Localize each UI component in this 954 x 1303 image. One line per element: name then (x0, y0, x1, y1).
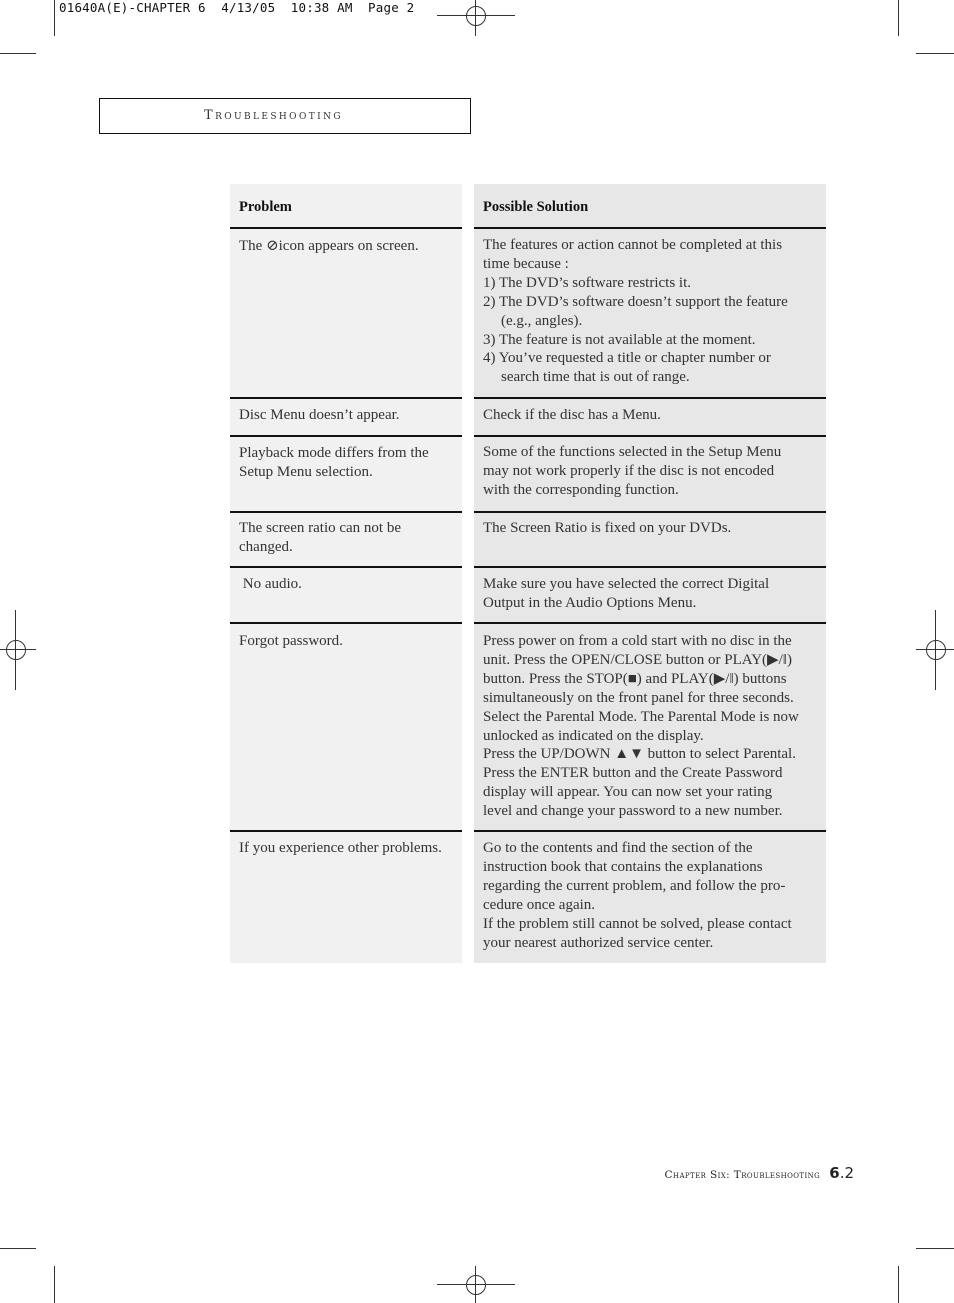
row-divider (474, 830, 826, 832)
solution-text: 2) The DVD’s software doesn’t support the feature (483, 293, 788, 310)
solution-text: Make sure you have selected the correct Digital (483, 576, 770, 592)
solution-text: 3) The feature is not available at the moment. (483, 331, 756, 348)
problem-cell (239, 406, 463, 425)
row-divider (230, 511, 462, 513)
crop-mark (54, 0, 55, 36)
solution-cell (483, 519, 828, 538)
solution-cell (483, 236, 828, 387)
crop-mark (898, 1266, 899, 1303)
row-divider (474, 566, 826, 568)
solution-cell (483, 575, 828, 613)
solution-text: Go to the contents and find the section of the (483, 840, 753, 856)
row-divider (230, 435, 462, 437)
solution-text: instruction book that contains the explanations (483, 858, 763, 875)
page-number (829, 1164, 854, 1182)
solution-text: 1) The DVD’s software restricts it. (483, 274, 692, 291)
solution-text: level and change your password to a new number. (483, 803, 783, 820)
solution-cell (483, 632, 828, 821)
solution-text: regarding the current problem, and follow the pro- (483, 877, 786, 894)
registration-mark-right (916, 610, 954, 690)
crop-mark (916, 53, 954, 54)
problem-text: Setup Menu selection. (239, 463, 373, 480)
problem-text: Playback mode differs from the (239, 445, 429, 461)
solution-text: Press power on from a cold start with no disc in the (483, 633, 792, 649)
row-divider (474, 511, 826, 513)
section-title: Troubleshooting (204, 108, 343, 123)
solution-text: display will appear. You can now set your rating (483, 784, 773, 801)
row-divider (474, 397, 826, 399)
crop-mark (916, 1248, 954, 1249)
problem-text: If you experience other problems. (239, 840, 442, 856)
row-divider (230, 830, 462, 832)
page-footer (665, 1163, 855, 1182)
solution-text: Select the Parental Mode. The Parental Mode is now (483, 708, 799, 725)
solution-text: (e.g., angles). (501, 312, 583, 329)
row-divider (230, 622, 462, 624)
solution-cell (483, 443, 828, 500)
solution-text: unlocked as indicated on the display. (483, 727, 704, 744)
chapter-label: Chapter Six: Troubleshooting (664, 1169, 821, 1181)
problem-cell (239, 632, 463, 651)
solution-text: 4) You’ve requested a title or chapter number or (483, 350, 771, 367)
problem-cell (239, 839, 463, 858)
row-divider (474, 435, 826, 437)
problem-text: Disc Menu doesn’t appear. (239, 407, 400, 423)
registration-mark-bottom (437, 1266, 515, 1303)
problem-text: Forgot password. (239, 633, 343, 649)
registration-mark-top (437, 0, 515, 36)
solution-text: The Screen Ratio is fixed on your DVDs. (483, 520, 732, 536)
print-slug: 01640A(E)-CHAPTER 6 4/13/05 10:38 AM Page 2 (59, 0, 415, 15)
solution-text: Some of the functions selected in the Setup Menu (483, 444, 782, 460)
solution-text: time because : (483, 255, 569, 272)
crop-mark (54, 1266, 55, 1303)
section-header-box (99, 98, 471, 134)
solution-text: with the corresponding function. (483, 481, 679, 498)
crop-mark (898, 0, 899, 36)
problem-cell (239, 575, 463, 594)
row-divider (230, 566, 462, 568)
problem-text: The screen ratio can not be (239, 520, 402, 536)
solution-text: button. Press the STOP(■) and PLAY(▶/‖) buttons (483, 670, 787, 687)
solution-text: your nearest authorized service center. (483, 934, 714, 951)
problem-text: No audio. (239, 576, 302, 592)
row-divider (230, 397, 462, 399)
solution-text: unit. Press the OPEN/CLOSE button or PLAY(▶/‖) (483, 651, 792, 668)
problem-text: The ⊘icon appears on screen. (239, 238, 419, 254)
problem-cell (239, 237, 463, 256)
header-rule (230, 227, 462, 229)
problem-cell (239, 444, 463, 482)
solution-header: Possible Solution (483, 199, 589, 215)
solution-cell (483, 406, 828, 425)
solution-text: If the problem still cannot be solved, please contact (483, 915, 792, 932)
registration-mark-left (0, 610, 36, 690)
solution-text: Press the UP/DOWN ▲▼ button to select Parental. (483, 746, 796, 763)
solution-text: Output in the Audio Options Menu. (483, 594, 697, 611)
page-index: .2 (839, 1164, 854, 1182)
solution-text: simultaneously on the front panel for three seconds. (483, 689, 794, 706)
solution-text: cedure once again. (483, 896, 596, 913)
solution-text: Check if the disc has a Menu. (483, 407, 661, 423)
solution-text: may not work properly if the disc is not encoded (483, 462, 775, 479)
solution-text: search time that is out of range. (501, 369, 690, 386)
solution-text: Press the ENTER button and the Create Password (483, 765, 783, 782)
crop-mark (0, 53, 36, 54)
problem-text: changed. (239, 538, 293, 555)
crop-mark (0, 1248, 36, 1249)
problem-header: Problem (239, 199, 292, 215)
row-divider (474, 622, 826, 624)
problem-cell (239, 519, 463, 557)
page-chapter: 6 (829, 1164, 840, 1182)
header-rule (474, 227, 826, 229)
solution-cell (483, 839, 828, 952)
solution-text: The features or action cannot be completed at this (483, 237, 783, 253)
